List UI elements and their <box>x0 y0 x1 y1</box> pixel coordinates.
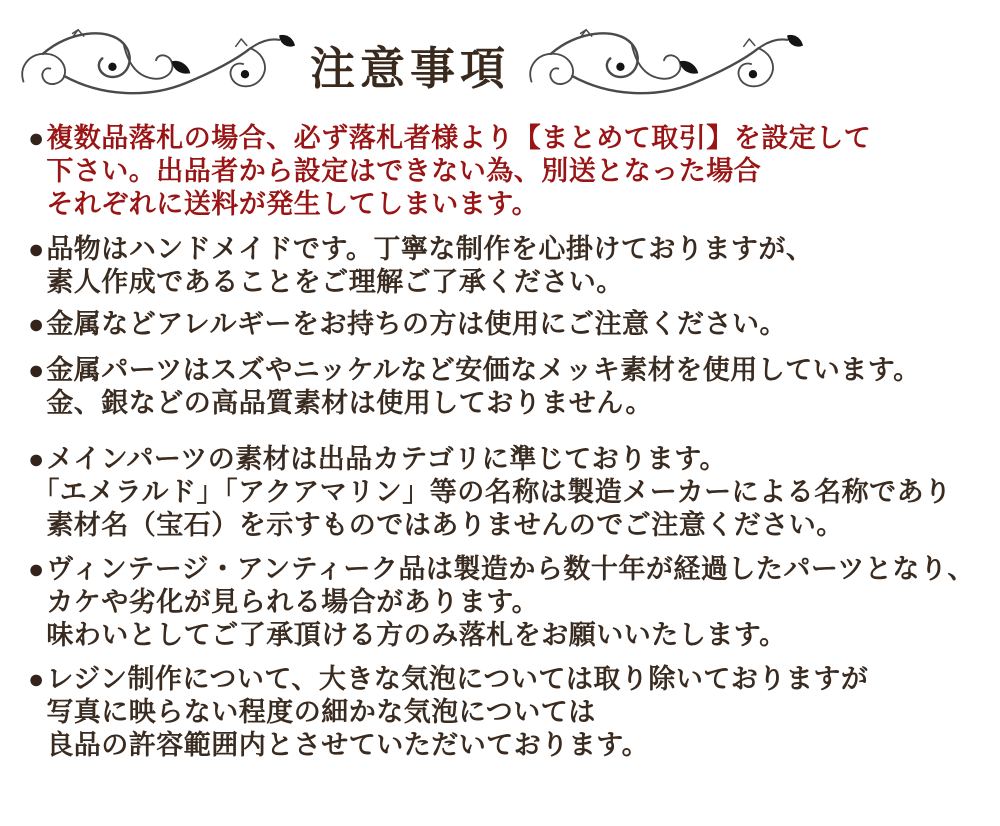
bullet-icon: ● <box>28 234 45 264</box>
notice-line: 複数品落札の場合、必ず落札者様より【まとめて取引】を設定して <box>46 123 872 153</box>
notice-line: 「エメラルド」「アクアマリン」等の名称は製造メーカーによる名称であり <box>32 477 952 507</box>
notice-item <box>28 663 1000 762</box>
notice-item <box>28 443 1000 542</box>
notice-page <box>0 26 1000 826</box>
notice-line: それぞれに送料が発生してしまいます。 <box>46 189 540 219</box>
page-title: 注意事項 <box>310 42 511 94</box>
notice-line: レジン制作について、大きな気泡については取り除いておりますが <box>46 664 869 694</box>
bullet-icon: ● <box>28 309 45 339</box>
notice-line: 金属パーツはスズやニッケルなど安価なメッキ素材を使用しています。 <box>46 355 921 385</box>
flourish-right-icon <box>520 26 808 102</box>
notice-line: 金、銀などの高品質素材は使用しておりません。 <box>46 388 653 418</box>
flourish-left-icon <box>12 26 300 102</box>
notice-line: メインパーツの素材は出品カテゴリに準じております。 <box>46 444 728 474</box>
notice-line: 良品の許容範囲内とさせていただいております。 <box>46 730 650 760</box>
notice-item <box>28 553 1000 652</box>
notice-item <box>28 354 1000 420</box>
notice-line: 写真に映らない程度の細かな気泡については <box>46 697 596 727</box>
notice-line: 下さい。出品者から設定はできない為、別送となった場合 <box>46 156 762 186</box>
notice-line: 金属などアレルギーをお持ちの方は使用にご注意ください。 <box>46 309 788 339</box>
notice-line: 品物はハンドメイドです。丁寧な制作を心掛けておりますが、 <box>46 234 814 264</box>
bullet-icon: ● <box>28 664 45 694</box>
notice-line: 味わいとしてご了承頂ける方のみ落札をお願いいたします。 <box>46 620 787 650</box>
notice-item <box>28 233 1000 299</box>
notice-line: カケや劣化が見られる場合があります。 <box>46 587 540 617</box>
notice-line: ヴィンテージ・アンティーク品は製造から数十年が経過したパーツとなり、 <box>46 554 975 584</box>
notice-item <box>28 308 1000 341</box>
page-header <box>12 26 1000 102</box>
notice-line: 素材名（宝石）を示すものではありませんのでご注意ください。 <box>46 510 844 540</box>
notice-list <box>28 122 1000 762</box>
bullet-icon: ● <box>28 554 45 584</box>
bullet-icon: ● <box>28 123 45 153</box>
notice-line: 素人作成であることをご理解ご了承ください。 <box>46 267 624 297</box>
notice-item <box>28 122 1000 221</box>
bullet-icon: ● <box>28 444 45 474</box>
bullet-icon: ● <box>28 355 45 385</box>
